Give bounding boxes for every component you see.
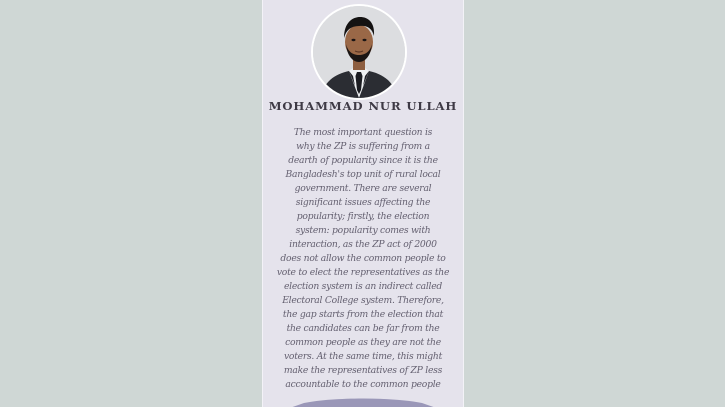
quote-line: accountable to the common people bbox=[285, 379, 441, 390]
quote-line: the candidates can be far from the bbox=[286, 323, 440, 334]
quote-line: make the representatives of ZP less bbox=[283, 365, 443, 376]
opinion-card bbox=[262, 0, 464, 407]
quote-line: government. There are several bbox=[294, 183, 432, 194]
quote-line: system: popularity comes with bbox=[295, 225, 431, 236]
quote-line: The most important question is bbox=[293, 127, 433, 138]
quote-line: does not allow the common people to bbox=[280, 253, 446, 264]
quote-line: voters. At the same time, this might bbox=[283, 351, 443, 362]
quote-line: the gap starts from the election that bbox=[282, 309, 444, 320]
quote-line: Bangladesh's top unit of rural local bbox=[285, 169, 441, 180]
quote-line: significant issues affecting the bbox=[295, 197, 431, 208]
quote-line: why the ZP is suffering from a bbox=[296, 141, 430, 152]
quote-line: popularity; firstly, the election bbox=[296, 211, 430, 222]
quote-line: interaction, as the ZP act of 2000 bbox=[289, 239, 437, 250]
quote-line: Electoral College system. Therefore, bbox=[282, 295, 444, 306]
opinion-quote bbox=[262, 126, 464, 392]
quote-line: dearth of popularity since it is the bbox=[288, 155, 438, 166]
bottom-accent-shape bbox=[284, 398, 442, 407]
quote-line: common people as they are not the bbox=[285, 337, 441, 348]
quote-line: election system is an indirect called bbox=[283, 281, 443, 292]
author-portrait-icon bbox=[313, 6, 405, 98]
quote-line: vote to elect the representatives as the bbox=[276, 267, 450, 278]
author-name: MOHAMMAD NUR ULLAH bbox=[268, 99, 458, 113]
author-avatar bbox=[311, 4, 407, 100]
